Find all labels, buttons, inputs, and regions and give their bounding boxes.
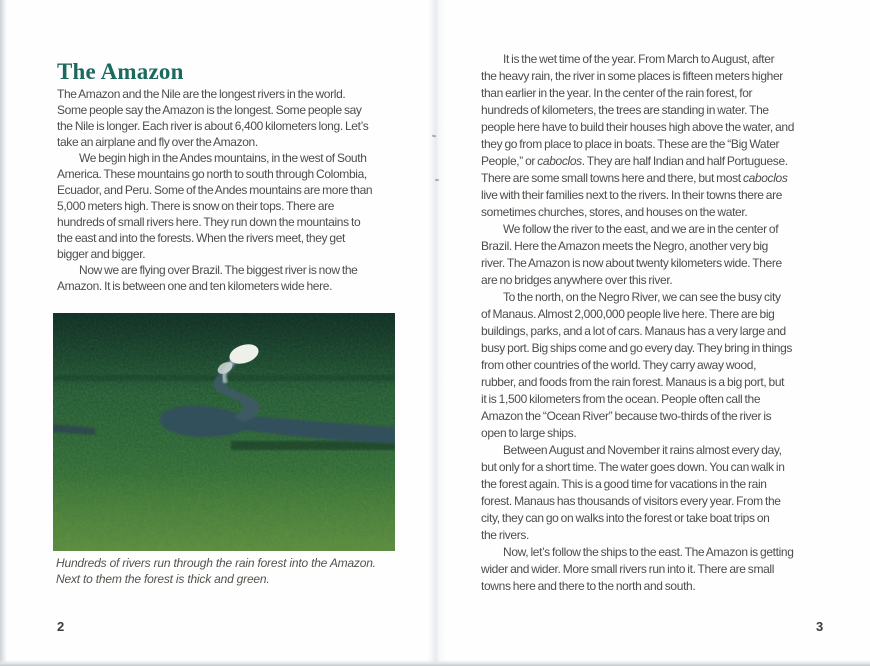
body-line: sometimes churches, stores, and houses on the water. [481,205,748,219]
body-line: the heavy rain, the river in some places is fifteen meters higher [481,69,783,83]
body-line: Now we are flying over Brazil. The biggest river is now the [79,263,358,277]
caption-line: Hundreds of rivers run through the rain forest into the Amazon. [56,556,376,570]
body-line: people here have to build their houses high above the water, and [481,120,795,134]
body-paragraph [481,51,841,221]
scan-left-edge [0,0,7,666]
body-line: The Amazon and the Nile are the longest rivers in the world. [57,87,346,101]
body-line: We begin high in the Andes mountains, in the west of South [79,151,367,165]
body-line: take an airplane and fly over the Amazon. [57,135,258,149]
page-number-left: 2 [57,619,65,634]
page-number-right: 3 [816,619,824,634]
body-line: forest. Manaus has thousands of visitors every year. From the [481,494,781,508]
body-line: but only for a short time. The water goes down. You can walk in [481,460,785,474]
body-line: America. These mountains go north to south through Colombia, [57,167,367,181]
body-line: from other countries of the world. They carry away wood, [481,358,757,372]
body-line [481,153,841,170]
body-paragraph [481,221,841,289]
body-line: To the north, on the Negro River, we can see the busy city [503,290,781,304]
body-line: of Manaus. Almost 2,000,000 people live here. There are big [481,307,775,321]
line-segment: People,” or [481,154,538,168]
body-line: they go from place to place in boats. These are the “Big Water [481,137,780,151]
body-paragraph [481,289,841,442]
body-line: live with their families next to the rivers. In their towns there are [481,188,783,202]
body-line: it is 1,500 kilometers from the ocean. People often call the [481,392,761,406]
body-line: wider and wider. More small rivers run into it. There are small [481,562,775,576]
body-paragraph [57,262,429,294]
body-line: Ecuador, and Peru. Some of the Andes mountains are more than [57,183,373,197]
caption-line: Next to them the forest is thick and green. [56,571,270,586]
body-line: hundreds of kilometers, the trees are standing in water. The [481,103,769,117]
photo-caption [56,556,416,587]
body-line: We follow the river to the east, and we are in the center of [503,222,779,236]
body-line: the rivers. [481,528,530,542]
body-line: 5,000 meters high. There is snow on their tops. There are [57,199,335,213]
body-line: Brazil. Here the Amazon meets the Negro, another very big [481,239,769,253]
body-line: open to large ships. [481,426,577,440]
body-line: towns here and there to the north and south. [481,579,696,593]
body-line: Now, let’s follow the ships to the east. The Amazon is getting [503,545,794,559]
italic-term: caboclos [537,154,582,168]
scan-bottom-shadow [0,660,870,666]
body-line: hundreds of small rivers here. They run down the mountains to [57,215,361,229]
body-paragraph [481,442,841,544]
amazon-aerial-photo [53,313,395,551]
left-page-body [57,86,429,294]
page-title: The Amazon [57,59,184,85]
body-line: the east and into the forests. When the rivers meet, they get [57,231,346,245]
body-line: than earlier in the year. In the center of the rain forest, for [481,86,753,100]
body-line: bigger and bigger. [57,247,146,261]
body-line: the forest again. This is a good time for vacations in the rain [481,477,767,491]
body-line: river. The Amazon is now about twenty kilometers wide. There [481,256,782,270]
body-line: Amazon the “Ocean River” because two-thirds of the river is [481,409,772,423]
right-page-body [481,51,841,595]
body-paragraph [57,86,429,150]
body-paragraph [57,150,429,262]
body-line: busy port. Big ships come and go every day. They bring in things [481,341,793,355]
italic-term: caboclos [742,171,788,185]
line-segment: . They are half Indian and half Portuguese. [581,154,788,168]
body-line: buildings, parks, and a lot of cars. Manaus has a very large and [481,324,786,338]
body-line: It is the wet time of the year. From March to August, after [503,52,775,66]
rainforest-river-illustration [53,313,395,551]
line-segment: There are some small towns here and there, but most [481,171,743,185]
body-paragraph [481,544,841,595]
body-line [481,170,841,187]
body-line: the Nile is longer. Each river is about 6,400 kilometers long. Let’s [57,119,369,133]
body-line: rubber, and foods from the rain forest. Manaus is a big port, but [481,375,785,389]
page-gutter [428,0,446,666]
body-line: Between August and November it rains almost every day, [503,443,782,457]
body-line: Some people say the Amazon is the longest. Some people say [57,103,362,117]
body-line: city, they can go on walks into the forest or take boat trips on [481,511,770,525]
body-line: Amazon. It is between one and ten kilometers wide here. [57,279,333,293]
body-line: are no bridges anywhere over this river. [481,273,673,287]
